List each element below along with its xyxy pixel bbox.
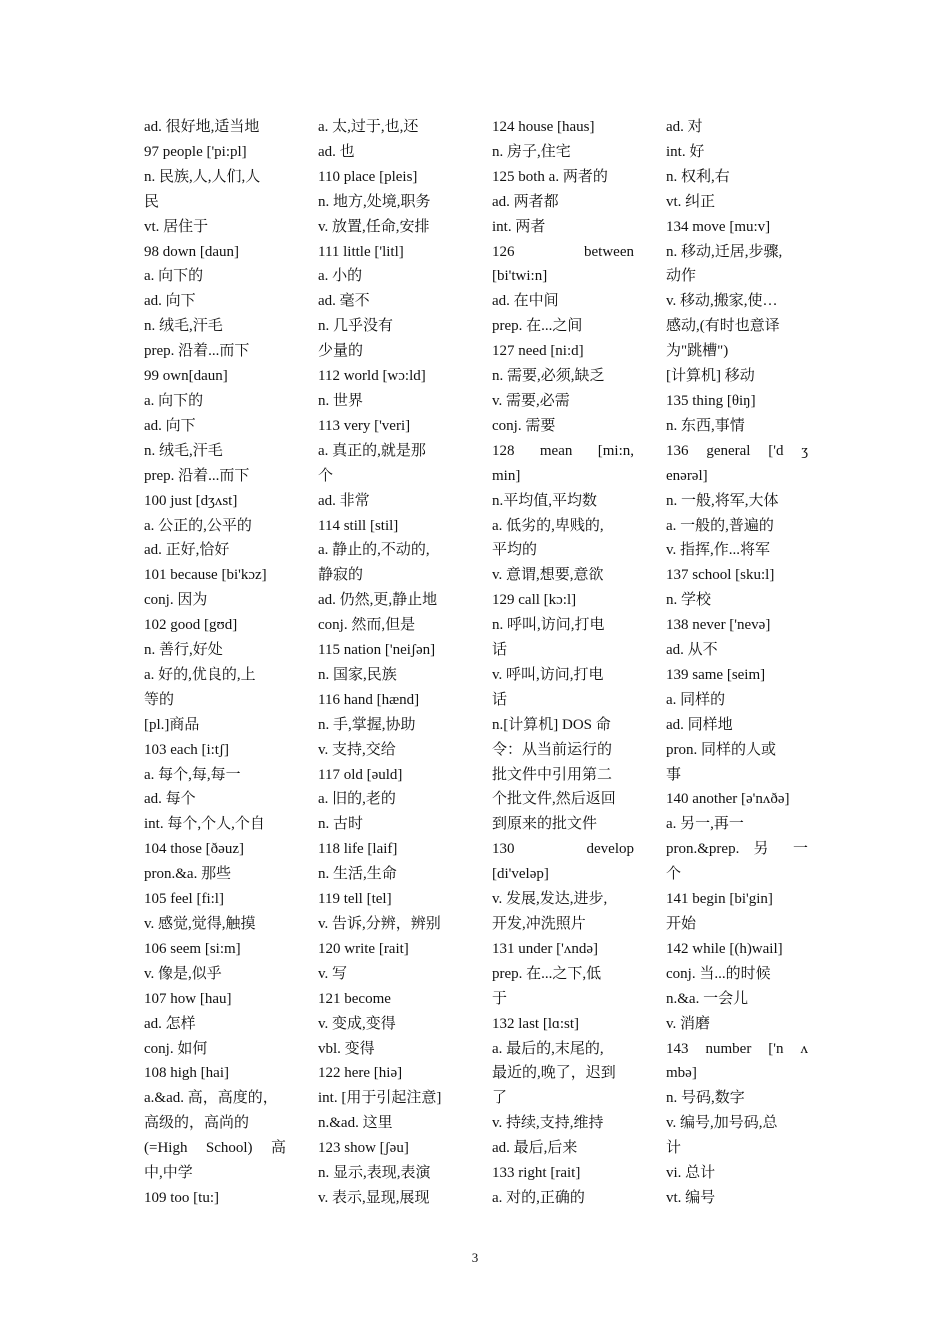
entry-line: 116 hand [hænd] [318,691,420,708]
entry-line: 少量的 [318,343,364,360]
entry-line: 计 [666,1140,682,1157]
entry-line: ad. 也 [318,143,355,160]
entry-line: v. 感觉,觉得,触摸 [144,916,256,932]
entry-line: v. 放置,任命,安排 [318,218,430,235]
entry-line: ad. 正好,恰好 [144,542,230,559]
entry-line: conj. 然而,但是 [318,617,416,634]
entry-line: 中,中学 [144,1165,193,1182]
entry-line: n.&a. 一会儿 [666,990,749,1007]
entry-line: n. 地方,处境,职务 [318,193,431,210]
entry-line: 140 another [ə'nʌðə] [666,791,790,808]
entry-line: 个 [666,866,682,883]
entry-line: pron.&a. 那些 [144,866,232,883]
entry-line: n. 号码,数字 [666,1090,745,1107]
entry-line: a. 低劣的,卑贱的, [492,517,604,534]
entry-line: n. 呼叫,访问,打电 [492,617,605,634]
entry-line: 138 never ['nevə] [666,617,771,634]
entry-line: n. 生活,生命 [318,866,397,883]
column-1 [144,115,286,1211]
entry-line: 104 those [ðəuz] [144,841,244,858]
entry-line: 109 too [tu:] [144,1189,219,1206]
column-2 [318,115,460,1211]
entry-line: 125 both a. 两者的 [492,168,608,185]
entry-line: mbə] [666,1065,697,1082]
entry-line: enərəl] [666,467,708,484]
entry-line: a. 小的 [318,268,363,285]
entry-line: 平均的 [492,542,538,559]
entry-line: vi. 总计 [666,1165,716,1182]
entry-line: 静寂的 [318,567,364,584]
entry-line: 130 develop [492,841,634,858]
entry-line: 133 right [rait] [492,1165,581,1182]
entry-line: [计算机] 移动 [666,368,755,385]
entry-line: 117 old [əuld] [318,766,403,783]
entry-line: pron. 同样的人或 [666,741,776,758]
entry-line: 111 little ['litl] [318,243,404,260]
entry-line: 132 last [lɑ:st] [492,1015,580,1032]
entry-line: vt. 居住于 [144,218,209,235]
entry-line: 134 move [mu:v] [666,218,771,235]
entry-line: a. 对的,正确的 [492,1189,585,1206]
entry-line: ad. 同样地 [666,716,733,733]
entry-line: [pl.]商品 [144,716,200,733]
entry-line: prep. 沿着...而下 [144,467,250,484]
entry-line: 142 while [(h)wail] [666,940,783,957]
entry-line: 110 place [pleis] [318,168,418,185]
entry-line: ad. 向下 [144,293,196,310]
column-4 [666,115,808,1211]
entry-line: vbl. 变得 [318,1040,375,1057]
entry-line: n. 古时 [318,816,364,833]
entry-line: 113 very ['veri] [318,417,411,434]
entry-line: 141 begin [bi'gin] [666,891,773,908]
entry-line: conj. 如何 [144,1040,208,1057]
entry-line: a. 同样的 [666,691,726,708]
entry-line: a.&ad. 高，高度的， [144,1090,278,1107]
entry-line: 开发,冲洗照片 [492,916,586,932]
entry-line: int. 两者 [492,218,546,235]
entry-line: v. 移动,搬家,使… [666,293,778,310]
entry-line: 135 thing [θiŋ] [666,392,756,409]
entry-line: n. 需要,必须,缺乏 [492,368,605,385]
entry-line: n. 国家,民族 [318,666,397,683]
entry-line: ad. 怎样 [144,1015,196,1032]
entry-line: 129 call [kɔ:l] [492,592,577,609]
entry-line: 动作 [666,268,697,285]
entry-line: 高级的，高尚的 [144,1115,250,1132]
entry-line: a. 旧的,老的 [318,791,396,808]
entry-line: 123 show [ʃəu] [318,1140,409,1157]
entry-line: n. 移动,迁居,步骤, [666,243,783,260]
entry-line: 128 mean [mi:n, [492,442,634,459]
entry-line: 最近的,晚了，迟到 [492,1065,616,1082]
entry-line: ad. 非常 [318,492,370,509]
entry-line: a. 最后的,末尾的, [492,1040,604,1057]
entry-line: (=High School) 高 [144,1140,286,1157]
entry-line: 98 down [daun] [144,243,239,260]
entry-line: n. 几乎没有 [318,318,394,335]
entry-line: 118 life [laif] [318,841,398,858]
entry-line: 121 become [318,990,391,1007]
entry-line: v. 变成,变得 [318,1015,396,1032]
entry-line: 131 under ['ʌndə] [492,940,599,957]
entry-line: 103 each [i:tʃ] [144,741,229,758]
entry-line: ad. 两者都 [492,193,559,210]
entry-line: ad. 向下 [144,417,196,434]
entry-line: int. 每个,个人,个自 [144,816,265,833]
entry-line: conj. 因为 [144,592,208,609]
entry-line: pron.&prep. 另 一 [666,841,808,858]
entry-line: prep. 在...之下,低 [492,965,602,982]
entry-line: 122 here [hiə] [318,1065,403,1082]
entry-line: n. 手,掌握,协助 [318,716,416,733]
entry-line: v. 告诉,分辨，辨别 [318,916,441,932]
entry-line: n.&ad. 这里 [318,1115,393,1132]
entry-line: n. 世界 [318,392,364,409]
entry-line: n. 房子,住宅 [492,143,571,160]
entry-line: min] [492,467,521,484]
entry-line: prep. 沿着...而下 [144,343,250,360]
entry-line: 124 house [haus] [492,119,595,135]
entry-line: v. 指挥,作...将军 [666,542,771,559]
entry-line: ad. 在中间 [492,293,559,310]
entry-line: 话 [492,642,508,659]
entry-line: 于 [492,990,508,1007]
entry-line: v. 意谓,想要,意欲 [492,567,604,584]
entry-line: n. 显示,表现,表演 [318,1165,431,1182]
entry-line: n. 绒毛,汗毛 [144,442,223,459]
entry-line: 102 good [gʊd] [144,617,238,634]
entry-line: vt. 纠正 [666,193,716,210]
entry-line: 143 number ['n ʌ [666,1040,808,1057]
entry-line: 108 high [hai] [144,1065,229,1082]
entry-line: 137 school [sku:l] [666,567,775,584]
entry-line: [di'veləp] [492,866,549,883]
entry-line: 126 between [492,243,634,260]
entry-line: 令：从当前运行的 [492,741,613,758]
entry-line: 105 feel [fi:l] [144,891,224,908]
entry-line: 等的 [144,691,175,708]
entry-line: 115 nation ['neiʃən] [318,642,436,659]
entry-line: 开始 [666,916,697,932]
entry-line: 100 just [dʒʌst] [144,492,238,509]
entry-line: v. 需要,必需 [492,392,570,409]
entry-line: v. 表示,显现,展现 [318,1189,430,1206]
entry-line: n. 善行,好处 [144,642,223,659]
entry-line: int. 好 [666,143,705,160]
entry-line: 个 [318,467,334,484]
entry-line: 到原来的批文件 [492,816,598,833]
entry-line: 97 people ['pi:pl] [144,143,247,160]
entry-line: conj. 当...的时候 [666,965,771,982]
entry-line: 话 [492,691,508,708]
entry-line: 个批文件,然后返回 [492,791,616,808]
entry-line: ad. 最后,后来 [492,1140,578,1157]
entry-line: ad. 每个 [144,791,196,808]
entry-line: v. 编号,加号码,总 [666,1115,778,1132]
entry-line: n.平均值,平均数 [492,492,598,509]
entry-line: 119 tell [tel] [318,891,392,908]
entry-line: n. 绒毛,汗毛 [144,318,223,335]
entry-line: n. 学校 [666,592,712,609]
entry-line: a. 好的,优良的,上 [144,666,256,683]
entry-line: 事 [666,766,682,783]
entry-line: 136 general ['d ʒ [666,442,808,459]
entry-line: v. 发展,发达,进步, [492,891,608,908]
entry-line: 批文件中引用第二 [492,766,613,783]
entry-line: 民 [144,193,160,210]
entry-line: ad. 毫不 [318,293,370,310]
entry-line: 101 because [bi'kɔz] [144,567,267,584]
entry-line: a. 静止的,不动的, [318,542,430,559]
entry-line: int. [用于引起注意] [318,1090,442,1107]
entry-line: ad. 很好地,适当地 [144,119,260,135]
entry-line: v. 写 [318,965,348,982]
entry-line: 114 still [stil] [318,517,399,534]
entry-line: 112 world [wɔ:ld] [318,368,426,385]
entry-line: n. 东西,事情 [666,417,745,434]
entry-line: v. 像是,似乎 [144,965,222,982]
entry-line: 120 write [rait] [318,940,409,957]
entry-line: ad. 仍然,更,静止地 [318,592,438,609]
entry-line: n.[计算机] DOS 命 [492,716,611,733]
entry-line: v. 呼叫,访问,打电 [492,666,604,683]
entry-line: 了 [492,1090,508,1107]
entry-line: prep. 在...之间 [492,318,583,335]
entry-line: vt. 编号 [666,1189,716,1206]
entry-line: n. 权利,右 [666,168,730,185]
page-number: 3 [471,1250,479,1265]
column-3 [492,115,634,1211]
entry-line: conj. 需要 [492,417,556,434]
entry-line: v. 消磨 [666,1015,711,1032]
entry-line: a. 另一,再一 [666,816,744,833]
entry-line: v. 支持,交给 [318,741,396,758]
entry-line: [bi'twi:n] [492,268,548,285]
entry-line: a. 每个,每,每一 [144,766,241,783]
entry-line: 感动,(有时也意译 [666,318,780,335]
entry-line: ad. 从不 [666,642,718,659]
entry-line: a. 公正的,公平的 [144,517,252,534]
entry-line: n. 一般,将军,大体 [666,492,779,509]
entry-line: ad. 对 [666,119,703,135]
entry-line: 99 own[daun] [144,368,228,385]
entry-line: 127 need [ni:d] [492,343,584,360]
entry-line: a. 真正的,就是那 [318,442,426,459]
entry-line: 107 how [hau] [144,990,232,1007]
entry-line: a. 一般的,普遍的 [666,517,774,534]
entry-line: a. 向下的 [144,268,204,285]
entry-line: 139 same [seim] [666,666,766,683]
entry-line: n. 民族,人,人们,人 [144,168,261,185]
entry-line: v. 持续,支持,维持 [492,1115,604,1132]
entry-line: 为"跳槽") [666,343,729,360]
entry-line: 106 seem [si:m] [144,940,241,957]
entry-line: a. 太,过于,也,还 [318,119,419,135]
entry-line: a. 向下的 [144,392,204,409]
